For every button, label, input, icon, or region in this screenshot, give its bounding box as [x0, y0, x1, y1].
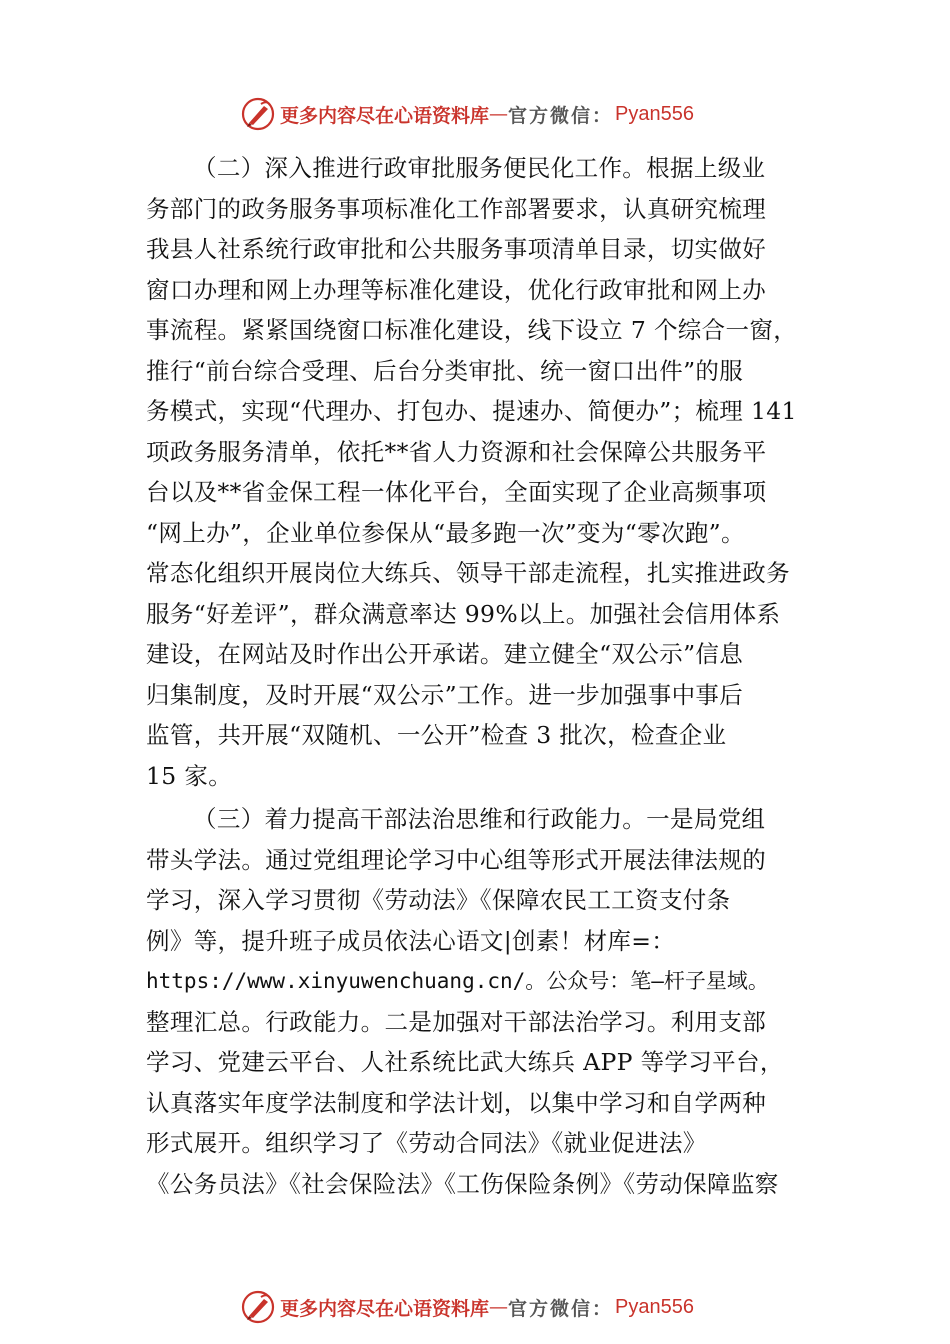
body-line: 项政务服务清单，依托**省人力资源和社会保障公共服务平	[146, 437, 767, 466]
body-line: 务模式，实现“代理办、打包办、提速办、简便办”；梳理 141	[146, 397, 797, 425]
document-body	[146, 148, 808, 1204]
body-line: 台以及**省金保工程一体化平台，全面实现了企业高频事项	[146, 478, 767, 506]
footer-banner-main: 更多内容尽在心语资料库	[280, 1297, 490, 1320]
body-line: 例》等，提升班子成员依法心语文|创素！材库=：	[146, 926, 676, 955]
header-watermark-banner	[240, 94, 800, 134]
body-line: （二）深入推进行政审批服务便民化工作。根据上级业	[193, 154, 766, 182]
footer-watermark-banner	[240, 1287, 800, 1327]
footer-banner-wechat-id: Pyan556	[615, 1295, 694, 1318]
body-line: 认真落实年度学法制度和学法计划，以集中学习和自学两种	[146, 1088, 767, 1117]
body-line: 整理汇总。行政能力。二是加强对干部法治学习。利用支部	[146, 1007, 767, 1036]
body-line: 形式展开。组织学习了《劳动合同法》《就业促进法》	[146, 1129, 707, 1157]
header-banner-wechat-id: Pyan556	[615, 102, 694, 125]
body-line: 窗口办理和网上办理等标准化建设，优化行政审批和网上办	[146, 275, 767, 304]
body-line: 监管，共开展“双随机、一公开”检查 3 批次，检查企业	[146, 721, 727, 749]
header-banner-dash: —	[489, 103, 509, 125]
body-line: 事流程。紧紧国绕窗口标准化建设，线下设立 7 个综合一窗，	[146, 316, 798, 344]
footer-banner-dash: —	[489, 1296, 509, 1318]
body-line: 服务“好差评”，群众满意率达 99%以上。加强社会信用体系	[146, 599, 781, 628]
body-line: 15 家。	[146, 761, 233, 790]
pen-logo-icon	[240, 1289, 276, 1325]
body-line: 我县人社系统行政审批和公共服务事项清单目录，切实做好	[146, 235, 767, 263]
body-line: 归集制度，及时开展“双公示”工作。进一步加强事中事后	[146, 680, 744, 709]
body-line: （三）着力提高干部法治思维和行政能力。一是局党组	[193, 805, 766, 833]
header-banner-main: 更多内容尽在心语资料库	[280, 104, 490, 127]
body-line: 务部门的政务服务事项标准化工作部署要求，认真研究梳理	[146, 194, 767, 223]
body-line: 学习，深入学习贯彻《劳动法》《保障农民工工资支付条	[146, 886, 731, 914]
body-line: 常态化组织开展岗位大练兵、领导干部走流程，扎实推进政务	[146, 559, 790, 587]
header-banner-sub: 官方微信：	[508, 104, 614, 127]
pen-logo-icon	[240, 96, 276, 132]
body-line: 学习、党建云平台、人社系统比武大练兵 APP 等学习平台，	[146, 1048, 784, 1076]
footer-banner-sub: 官方微信：	[508, 1297, 614, 1320]
body-line: 《公务员法》《社会保险法》《工伤保险条例》《劳动保障监察	[146, 1169, 779, 1198]
body-line: 建设，在网站及时作出公开承诺。建立健全“双公示”信息	[146, 640, 744, 668]
body-line: 带头学法。通过党组理论学习中心组等形式开展法律法规的	[146, 845, 767, 874]
body-line: 推行“前台综合受理、后台分类审批、统一窗口出件”的服	[146, 356, 744, 385]
body-line: “网上办”，企业单位参保从“最多跑一次”变为“零次跑”。	[146, 518, 745, 547]
body-line-url: https://www.xinyuwenchuang.cn/。公众号：笔—杆子星域。	[146, 969, 769, 993]
